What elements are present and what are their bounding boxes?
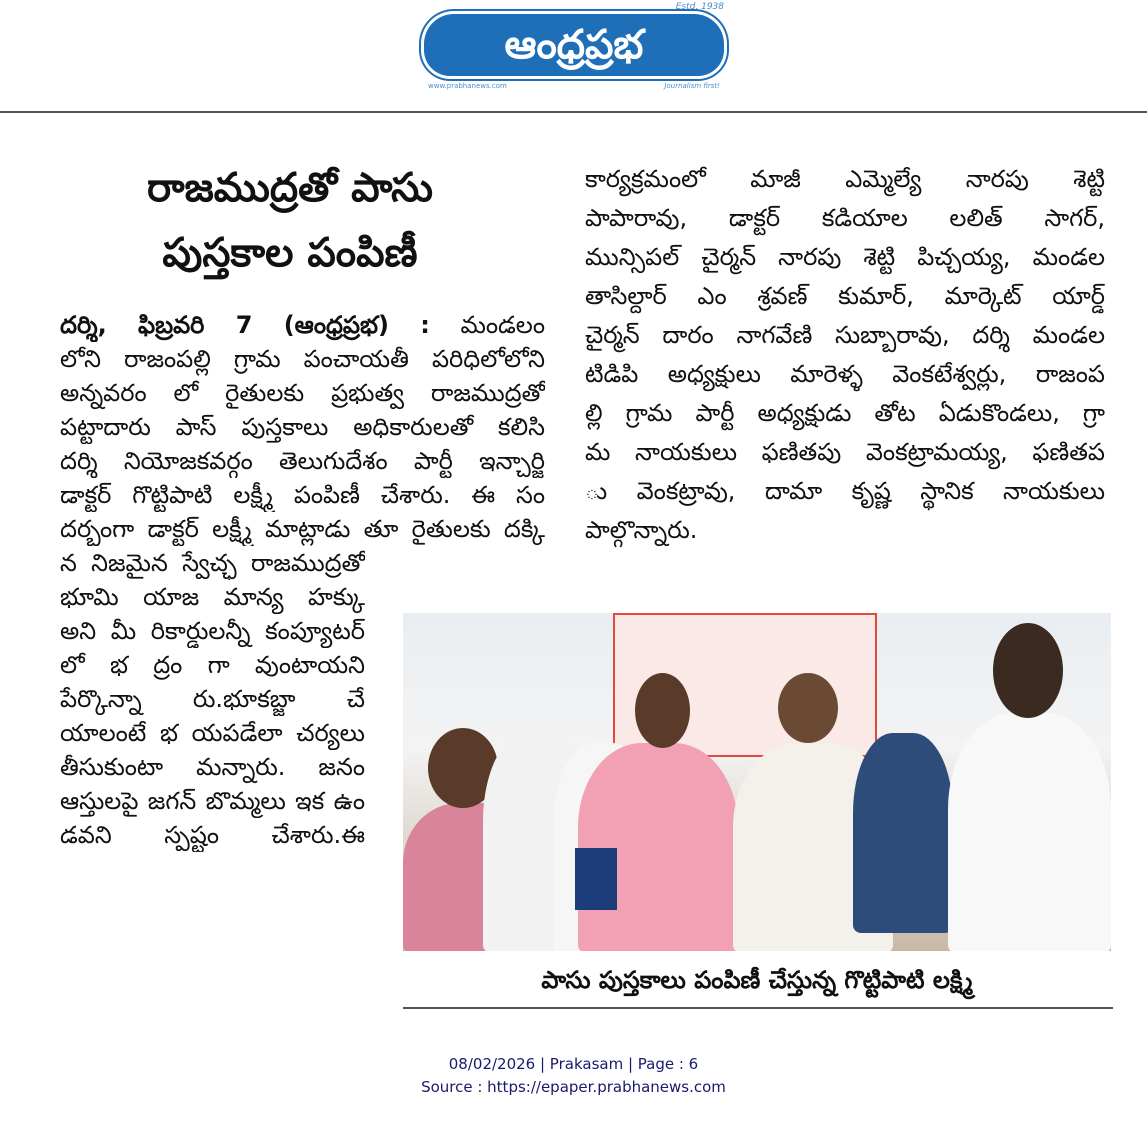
body-line: డాక్టర్ గొట్టిపాటి లక్ష్మీ పంపిణీ చేశారు. ఈ సం [60, 481, 545, 509]
photo-caption: పాసు పుస్తకాలు పంపిణీ చేస్తున్న గొట్టిపాటి లక్ష్మి [541, 966, 973, 994]
photo-person-head [778, 673, 838, 743]
body-line: తీసుకుంటా మన్నారు. జనం [60, 753, 365, 781]
body-line: పాల్గొన్నారు. [585, 516, 698, 544]
body-line: పట్టాదారు పాస్ పుస్తకాలు అధికారులతో కలిసి [60, 413, 545, 441]
body-line: లోని రాజంపల్లి గ్రామ పంచాయతీ పరిధిలోలోని [60, 345, 545, 373]
photo-person-head [993, 623, 1063, 718]
article-right-column [585, 160, 1105, 550]
body-line: పేర్కొన్నా రు.భూకబ్జా చే [60, 685, 365, 713]
photo-person [578, 743, 738, 951]
dateline-line [60, 308, 545, 342]
established-year: Estd. 1938 [675, 2, 724, 12]
headline-line-2: పుస్తకాల పంపిణీ [162, 230, 418, 276]
body-line: మ నాయకులు ఫణితపు వెంకట్రామయ్య, ఫణితప [585, 438, 1105, 466]
body-line: చైర్మన్ దారం నాగవేణి సుబ్బారావు, దర్శి మండల [585, 321, 1105, 349]
body-line: దర్భంగా డాక్టర్ లక్ష్మీ మాట్లాడు తూ రైతులకు దక్కి [60, 515, 545, 543]
caption-divider [403, 1007, 1113, 1009]
body-line: దర్శి నియోజకవర్గం తెలుగుదేశం పార్టీ ఇన్చార్జి [60, 447, 545, 475]
masthead-tagline: Journalism first! [664, 82, 720, 90]
body-line: న నిజమైన స్వేచ్ఛ రాజముద్రతో [60, 549, 365, 577]
body-line: లో భ ద్రం గా వుంటాయని [60, 651, 365, 679]
body-text: మండలం [460, 311, 545, 339]
body-line: టిడిపి అధ్యక్షులు మారెళ్ళ వెంకటేశ్వర్లు, రాజంప [585, 360, 1105, 388]
body-line: మున్సిపల్ చైర్మన్ నారపు శెట్టి పిచ్చయ్య, మండల [585, 243, 1105, 271]
body-line: అని మీ రికార్డులన్నీ కంప్యూటర్ [60, 617, 365, 645]
photo-person [948, 713, 1111, 951]
body-line: ల్లి గ్రామ పార్టీ అధ్యక్షుడు తోట ఏడుకొండలు, గ్రా [585, 399, 1105, 427]
passbook [575, 848, 617, 910]
photo-person-head [635, 673, 690, 748]
body-line: కార్యక్రమంలో మాజీ ఎమ్మెల్యే నారపు శెట్టి [585, 165, 1105, 193]
masthead-name: ఆంధ్రప్రభ [424, 14, 724, 76]
body-line: ఆస్తులపై జగన్ బొమ్మలు ఇక ఉం [60, 787, 365, 815]
body-line: ు వెంకట్రావు, దామా కృష్ణ స్థానిక నాయకులు [585, 477, 1105, 505]
body-line: పాపారావు, డాక్టర్ కడియాల లలిత్ సాగర్, [585, 204, 1105, 232]
body-line: తాసిల్దార్ ఎం శ్రవణ్ కుమార్, మార్కెట్ యార్డ్ [585, 282, 1105, 310]
masthead-website: www.prabhanews.com [428, 82, 507, 90]
masthead-logo [424, 2, 724, 92]
footer-date-edition-page: 08/02/2026 | Prakasam | Page : 6 [448, 1055, 699, 1073]
body-line: భూమి యాజ మాన్య హక్కు [60, 583, 365, 611]
news-photo [403, 613, 1111, 951]
body-line: అన్నవరం లో రైతులకు ప్రభుత్వ రాజముద్రతో [60, 379, 545, 407]
dateline: దర్శి, ఫిబ్రవరి 7 (ఆంధ్రప్రభ) : [60, 311, 430, 339]
body-line: యాలంటే భ యపడేలా చర్యలు [60, 719, 365, 747]
top-divider [0, 111, 1147, 113]
body-line: డవని స్పష్టం చేశారు.ఈ [60, 821, 365, 849]
photo-person [853, 733, 953, 933]
headline-line-1: రాజముద్రతో పాసు [146, 165, 433, 211]
footer-source: Source : https://epaper.prabhanews.com [421, 1078, 726, 1096]
